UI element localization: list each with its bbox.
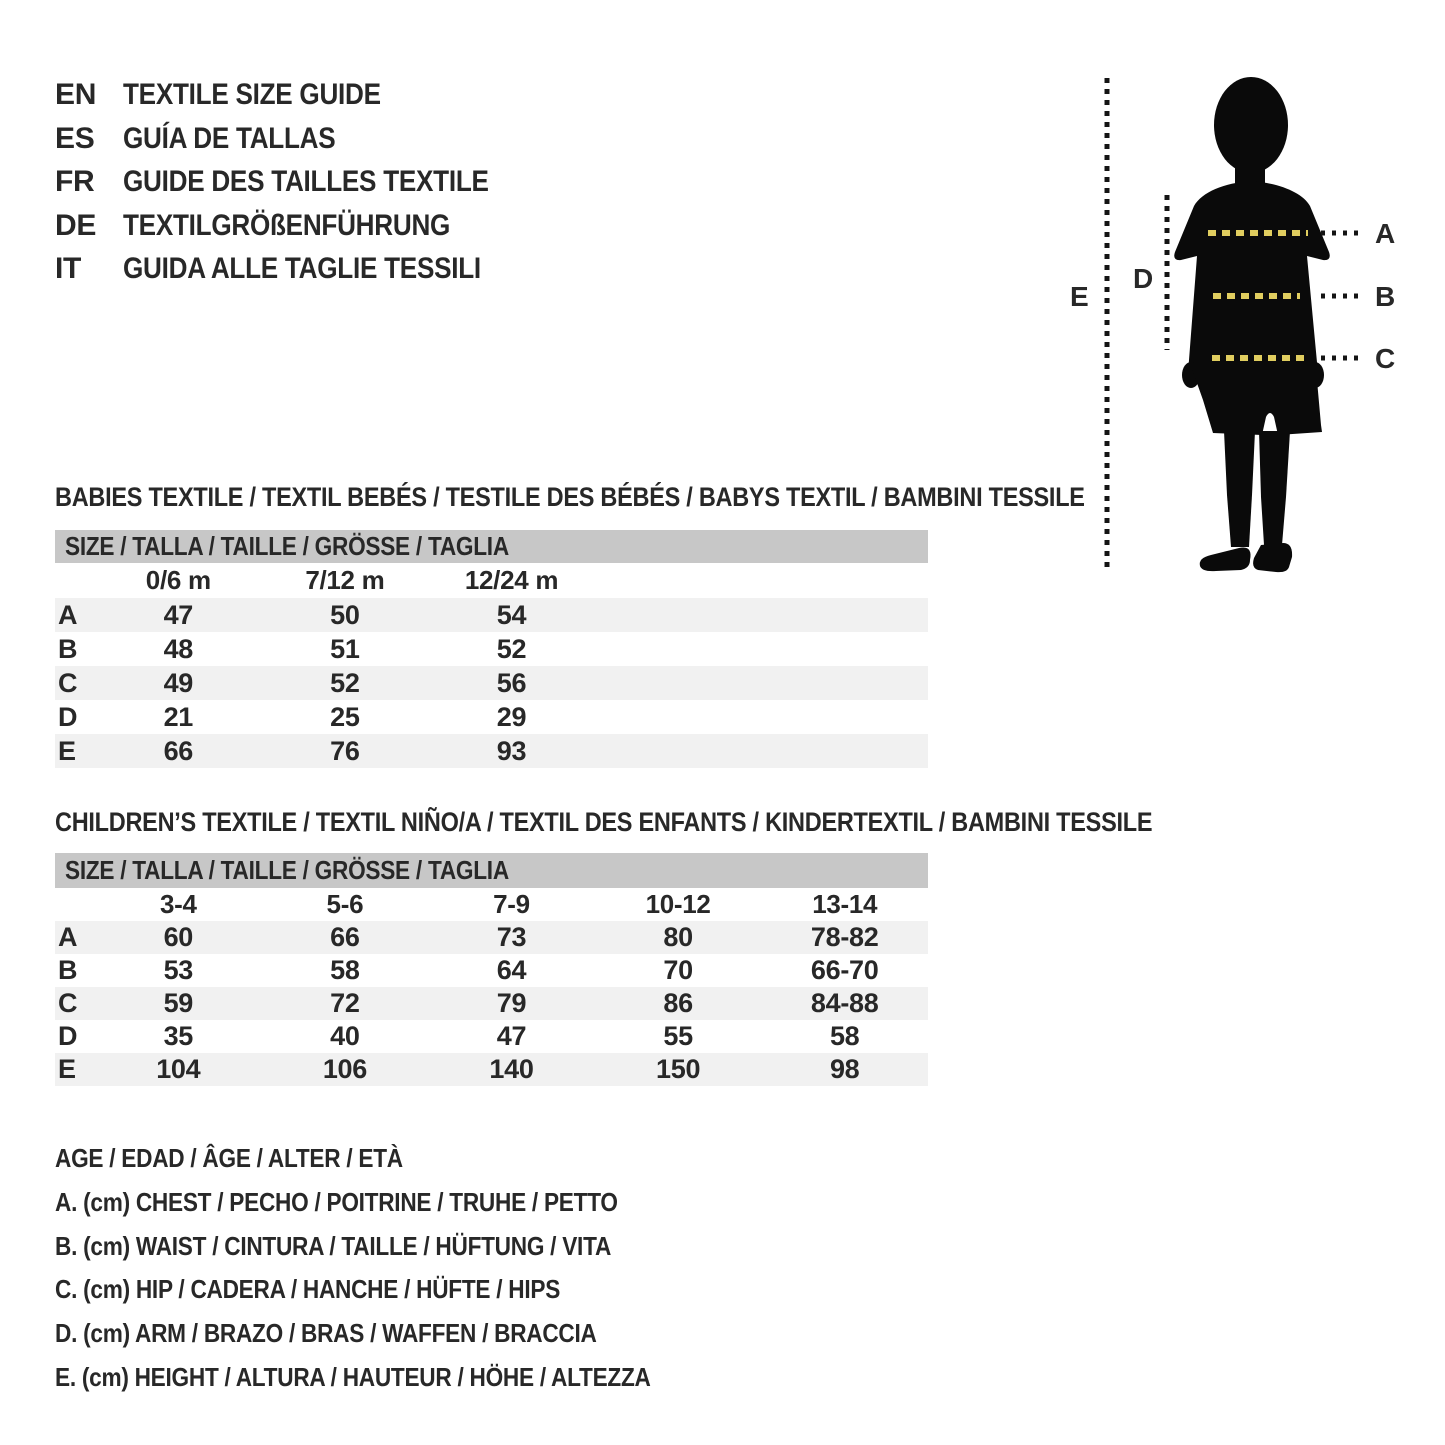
table-cell: 66 — [163, 735, 194, 766]
table-cell: 48 — [163, 633, 194, 664]
table-cell: 58 — [330, 955, 360, 985]
table-row — [55, 987, 928, 1020]
babies-size-table — [55, 530, 928, 768]
lang-title: TEXTILGRÖßENFÜHRUNG — [123, 209, 451, 242]
lang-title: GUÍA DE TALLAS — [123, 122, 336, 155]
table-cell: 66-70 — [810, 955, 879, 985]
lang-title: TEXTILE SIZE GUIDE — [123, 78, 381, 111]
table-row — [55, 734, 928, 768]
children-section-title: CHILDREN’S TEXTILE / TEXTIL NIÑO/A / TEXTIL DES ENFANTS / KINDERTEXTIL / BAMBINI TESSILE — [55, 807, 1153, 837]
legend-line-age: AGE / EDAD / ÂGE / ALTER / ETÀ — [55, 1142, 403, 1173]
table-row — [55, 1020, 928, 1053]
table-cell: 76 — [330, 735, 360, 766]
table-cell: 40 — [330, 1021, 360, 1051]
row-label: C — [58, 667, 78, 698]
babies-section-title: BABIES TEXTILE / TEXTIL BEBÉS / TESTILE DES BÉBÉS / BABYS TEXTIL / BAMBINI TESSILE — [55, 482, 1085, 512]
table-cell: 25 — [330, 701, 360, 732]
babies-size-header-bar: SIZE / TALLA / TAILLE / GRÖSSE / TAGLIA — [55, 530, 928, 563]
column-header: 3-4 — [159, 889, 197, 919]
table-cell: 54 — [496, 599, 527, 630]
lang-code: DE — [55, 209, 97, 242]
table-cell: 29 — [496, 701, 527, 732]
lang-title: GUIDA ALLE TAGLIE TESSILI — [123, 252, 481, 285]
table-cell: 72 — [330, 988, 360, 1018]
table-cell: 73 — [496, 922, 527, 952]
row-label: B — [58, 633, 78, 664]
lang-row-es — [55, 122, 367, 156]
table-cell: 150 — [656, 1054, 701, 1084]
figure-label-d: D — [1133, 263, 1153, 294]
figure-label-b: B — [1375, 281, 1395, 312]
column-header: 5-6 — [326, 889, 364, 919]
table-cell: 78-82 — [810, 922, 879, 952]
table-cell: 21 — [163, 701, 194, 732]
children-size-header-bar: SIZE / TALLA / TAILLE / GRÖSSE / TAGLIA — [55, 853, 928, 888]
table-cell: 60 — [163, 922, 194, 952]
column-header: 12/24 m — [464, 565, 559, 595]
silhouette-shorts — [1192, 369, 1322, 435]
table-row — [55, 954, 928, 987]
table-cell: 49 — [163, 667, 194, 698]
row-label: A — [58, 599, 78, 630]
row-label: C — [58, 988, 78, 1018]
figure-label-c: C — [1375, 343, 1395, 374]
silhouette-left-shoe — [1200, 548, 1251, 572]
table-cell: 140 — [489, 1054, 534, 1084]
table-cell: 106 — [322, 1054, 367, 1084]
table-cell: 104 — [156, 1054, 201, 1084]
table-row — [55, 598, 928, 632]
table-row — [55, 1053, 928, 1086]
row-label: E — [58, 1054, 76, 1084]
table-cell: 35 — [163, 1021, 194, 1051]
lang-row-it — [55, 252, 534, 286]
table-cell: 86 — [663, 988, 693, 1018]
table-cell: 66 — [330, 922, 360, 952]
row-label: E — [58, 735, 76, 766]
figure-label-a: A — [1375, 218, 1395, 249]
table-cell: 93 — [496, 735, 527, 766]
row-label: A — [58, 922, 78, 952]
silhouette-right-leg — [1259, 431, 1290, 545]
row-label: B — [58, 955, 78, 985]
table-row — [55, 632, 928, 666]
silhouette-torso — [1174, 181, 1330, 373]
column-header: 13-14 — [812, 889, 878, 919]
table-cell: 47 — [163, 599, 194, 630]
column-header: 10-12 — [645, 889, 711, 919]
legend-line-waist: B. (cm) WAIST / CINTURA / TAILLE / HÜFTUNG / VITA — [55, 1230, 612, 1261]
table-cell: 58 — [829, 1021, 860, 1051]
child-silhouette-figure — [1050, 55, 1445, 600]
column-header: 7/12 m — [305, 565, 385, 595]
babies-column-header-row — [55, 563, 928, 598]
children-size-table — [55, 853, 928, 1086]
row-label: D — [58, 701, 78, 732]
table-cell: 50 — [330, 599, 360, 630]
table-cell: 52 — [496, 633, 527, 664]
table-cell: 53 — [163, 955, 194, 985]
lang-row-en — [55, 78, 419, 112]
column-header: 0/6 m — [145, 565, 211, 595]
table-cell: 64 — [496, 955, 527, 985]
table-cell: 98 — [829, 1054, 860, 1084]
lang-code: FR — [55, 165, 95, 198]
table-cell: 52 — [330, 667, 360, 698]
table-row — [55, 700, 928, 734]
lang-row-de — [55, 209, 499, 243]
silhouette-right-shoe — [1253, 543, 1292, 572]
table-cell: 59 — [163, 988, 194, 1018]
children-column-header-row — [55, 888, 928, 921]
lang-code: IT — [55, 252, 82, 285]
column-header: 7-9 — [493, 889, 530, 919]
table-cell: 51 — [330, 633, 360, 664]
legend-line-hip: C. (cm) HIP / CADERA / HANCHE / HÜFTE / HIPS — [55, 1273, 561, 1304]
lang-title: GUIDE DES TAILLES TEXTILE — [123, 165, 489, 198]
legend-line-chest: A. (cm) CHEST / PECHO / POITRINE / TRUHE / PETTO — [55, 1186, 618, 1217]
table-row — [55, 666, 928, 700]
table-cell: 79 — [496, 988, 527, 1018]
figure-label-e: E — [1070, 281, 1089, 312]
lang-code: EN — [55, 78, 97, 111]
table-cell: 80 — [663, 922, 693, 952]
table-cell: 55 — [663, 1021, 693, 1051]
lang-row-fr — [55, 165, 543, 199]
table-cell: 84-88 — [810, 988, 879, 1018]
lang-code: ES — [55, 122, 95, 155]
table-cell: 56 — [496, 667, 527, 698]
table-row — [55, 921, 928, 954]
table-cell: 47 — [496, 1021, 527, 1051]
legend-line-height: E. (cm) HEIGHT / ALTURA / HAUTEUR / HÖHE / ALTEZZA — [55, 1361, 651, 1392]
row-label: D — [58, 1021, 78, 1051]
table-cell: 70 — [663, 955, 693, 985]
legend-line-arm: D. (cm) ARM / BRAZO / BRAS / WAFFEN / BRACCIA — [55, 1317, 597, 1348]
